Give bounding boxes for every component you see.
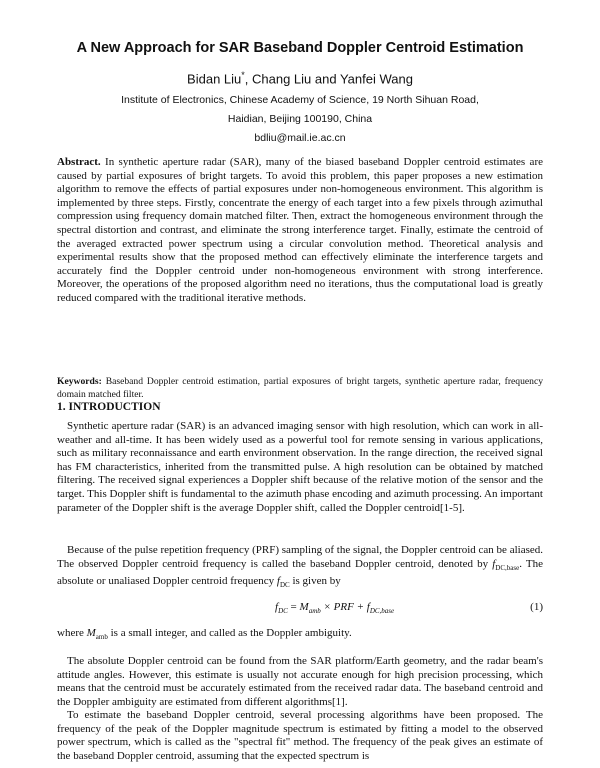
equation-1 <box>57 601 543 621</box>
equation-number: (1) <box>530 601 543 613</box>
eq-lhs-sub: DC <box>278 607 288 616</box>
author-rest: , Chang Liu and Yanfei Wang <box>244 71 413 87</box>
section-heading-introduction: 1. INTRODUCTION <box>57 401 161 413</box>
keywords-text: Baseband Doppler centroid estimation, partial exposures of bright targets, synthetic aperture radar, frequency domain matched filter. <box>57 376 543 400</box>
author-primary: Bidan Liu <box>187 71 242 87</box>
intro-paragraph-4-text: To estimate the baseband Doppler centroid, several processing algorithms have been proposed. The frequency of the peak of the Doppler magnitude spectrum is estimated by fitting a model to the observed power spectrum, which is called as the "spectral fit" method. The frequency of the peak gives an estimate of the baseband Doppler centroid, assuming that the expected spectrum is <box>57 709 543 762</box>
eq-lhs: f <box>275 601 279 613</box>
abstract <box>57 156 543 306</box>
intro-paragraph-3 <box>57 655 543 709</box>
equation-formula <box>275 601 394 615</box>
intro-paragraph-2 <box>57 544 543 593</box>
eq-m: M <box>299 601 309 613</box>
eq-f2-sub: DC,base <box>369 607 395 616</box>
symbol-m-amb-sub: amb <box>95 633 108 642</box>
intro-paragraph-4 <box>57 709 543 763</box>
eq-equals: = <box>287 601 300 613</box>
where-text-b: is a small integer, and called as the Doppler ambiguity. <box>107 627 352 639</box>
keywords-label: Keywords: <box>57 376 102 387</box>
symbol-f-dc: f <box>276 575 280 588</box>
author-email[interactable]: bdliu@mail.ie.ac.cn <box>254 132 346 144</box>
eq-f2: f <box>366 601 370 613</box>
p2-text-c: is given by <box>289 575 341 588</box>
author-list <box>0 70 600 86</box>
symbol-f-dc-sub: DC <box>279 581 290 590</box>
intro-paragraph-1-text: Synthetic aperture radar (SAR) is an advanced imaging sensor with high resolution, which can work in all-weather and all-time. It has been widely used as a powerful tool for remote sensing in various applications, such as military reconnaissance and earth environment observation. In the range direction, the received signal has FM characteristics, inherited from the transmitted pulse. A high resolution can be obtained by matched filtering. The received signal experiences a Doppler shift because of the relative motion of the sensor and the target. This Doppler shift is fundamental to the azimuth phase encoding and azimuth processing. An important parameter of the Doppler shift is the average Doppler shift, called the Doppler centroid[1-5]. <box>57 420 543 514</box>
intro-paragraph-3-text: The absolute Doppler centroid can be found from the SAR platform/Earth geometry, and the radar beam's attitude angles. However, this estimate is usually not accurate enough for high precision processing, which means that the centroid must be accurately estimated from the received radar data. The baseband centroid and the Doppler ambiguity are estimated from different algorithms[1]. <box>57 655 543 708</box>
abstract-text: In synthetic aperture radar (SAR), many of the biased baseband Doppler centroid estimates are caused by partial exposures of bright targets. To avoid this problem, this paper proposes a new estimation algorithm to remove the effects of partial exposures under non-homogeneous environment. This algorithm is implemented by three steps. Firstly, concentrate the energy of each target into a few pixels through azimuthal compression using frequency domain matched filter. Then, extract the homogeneous environment through the spectral distortion and contrast, and eliminate the strong interference target. Finally, estimate the centroid of the averaged extracted power spectrum using a circular convolution method. Theoretical analysis and experimental results show that the proposed method can effectively eliminate the interference targets and accurately find the Doppler centroid under non-homogeneous environment with strong interference. Moreover, the operations of the proposed algorithm need no iterations, thus the computational load is greatly reduced compared with the traditional iterative methods. <box>57 156 543 304</box>
symbol-f-dc-base-sub: DC,base <box>495 563 520 572</box>
symbol-f-dc-base: f <box>492 557 496 570</box>
eq-times-prf: × PRF + <box>320 601 367 613</box>
symbol-m-amb: M <box>86 627 96 639</box>
abstract-label: Abstract. <box>57 156 101 168</box>
p2-text-a: Because of the pulse repetition frequency (PRF) sampling of the signal, the Doppler centroid can be aliased. The observed Doppler centroid frequency is called the baseband Doppler centroid, denoted by <box>57 544 543 570</box>
corresponding-mark: * <box>241 70 245 80</box>
affiliation-line-2: Haidian, Beijing 100190, China <box>227 113 373 125</box>
intro-paragraph-1 <box>57 420 543 515</box>
p2-text-b: . The absolute or unaliased Doppler centroid frequency <box>57 557 543 588</box>
affiliation-line-1: Institute of Electronics, Chinese Academy of Science, 19 North Sihuan Road, <box>121 94 479 106</box>
paper-title: A New Approach for SAR Baseband Doppler Centroid Estimation <box>76 40 524 56</box>
where-text-a: where <box>57 627 87 639</box>
keywords <box>57 376 543 401</box>
eq-m-sub: amb <box>308 607 321 616</box>
equation-explanation <box>57 627 543 645</box>
